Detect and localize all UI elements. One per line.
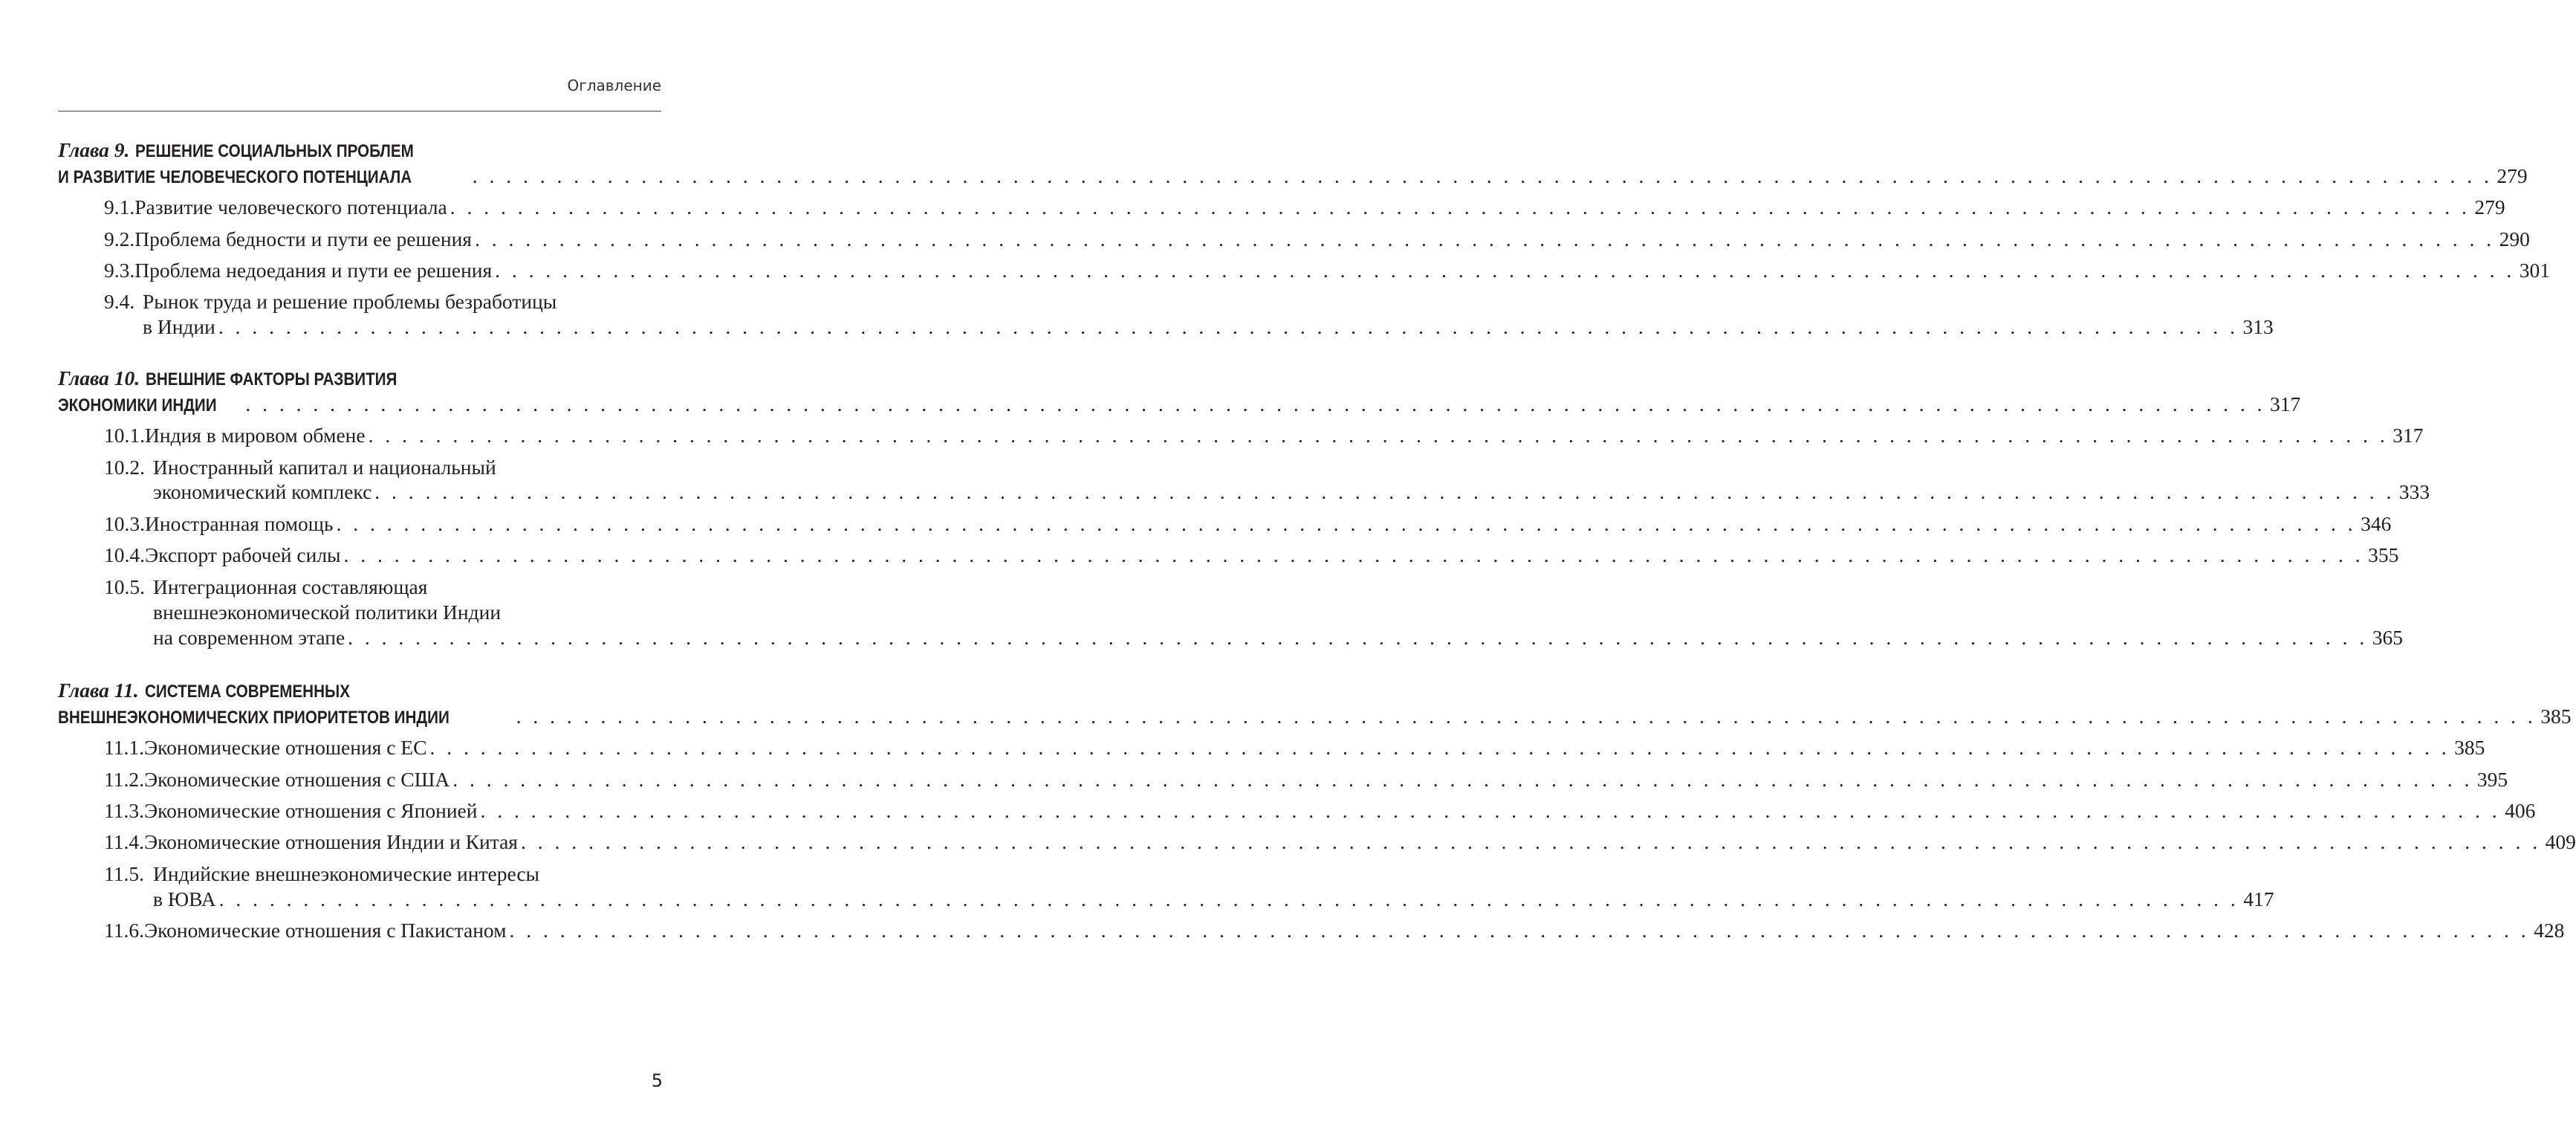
toc-entry[interactable] <box>58 736 2485 763</box>
section-title: Рынок труда и решение проблемы безработицы <box>143 290 557 314</box>
toc-entry[interactable] <box>58 887 2274 914</box>
section-number: 11.4. <box>104 830 144 854</box>
section-title: Иностранный капитал и национальный <box>153 455 496 479</box>
toc-entry[interactable] <box>58 424 2424 450</box>
dot-leader: . . . . . . . . . . . . . . . . . . . . . . . . . . . . . . . . . . . . . . . . . . . . . . . . . . . . . . . . . . . . . . . . . . . . . . . . . . . . . . . . . . . . . . . . . . . . . . . . . . . . . . . . . . . . . . . . . . . . . . . . <box>450 195 2470 219</box>
section-title: Индийские внешнеэкономические интересы <box>153 861 540 885</box>
running-header: Оглавление <box>567 77 661 94</box>
chapter-label: Глава 9. <box>58 138 130 161</box>
chapter-heading[interactable] <box>58 366 662 393</box>
toc-entry[interactable] <box>58 919 2565 945</box>
page-ref: 279 <box>2496 164 2528 187</box>
chapter-title: СИСТЕМА СОВРЕМЕННЫХ <box>144 682 350 702</box>
toc-entry[interactable] <box>58 798 2536 826</box>
dot-leader: . . . . . . . . . . . . . . . . . . . . . . . . . . . . . . . . . . . . . . . . . . . . . . . . . . . . . . . . . . . . . . . . . . . . . . . . . . . . . . . . . . . . . . . . . . . . . . . . . . . . . . . . . . . . . . . . . . . . . . . . <box>429 736 2450 760</box>
section-number: 10.2. <box>104 455 145 479</box>
section-number: 11.3. <box>104 798 144 822</box>
chapter-heading[interactable] <box>58 392 2301 419</box>
toc-entry[interactable] <box>58 862 662 889</box>
page-ref: 409 <box>2545 830 2576 854</box>
section-number: 11.5. <box>104 861 144 885</box>
toc-entry[interactable] <box>58 290 662 317</box>
toc-entry[interactable] <box>58 195 2505 222</box>
section-title: внешнеэкономической политики Индии <box>153 600 502 624</box>
page-ref: 385 <box>2454 736 2485 760</box>
page-ref: 417 <box>2243 887 2274 910</box>
page-ref: 317 <box>2270 392 2301 415</box>
chapter-title: РЕШЕНИЕ СОЦИАЛЬНЫХ ПРОБЛЕМ <box>135 141 415 161</box>
dot-leader: . . . . . . . . . . . . . . . . . . . . . . . . . . . . . . . . . . . . . . . . . . . . . . . . . . . . . . . . . . . . . . . . . . . . . . . . . . . . . . . . . . . . . . . . . . . . . . . . . . . . . . . . . . . . . . . . . . . . . . . . <box>480 798 2501 822</box>
dot-leader: . . . . . . . . . . . . . . . . . . . . . . . . . . . . . . . . . . . . . . . . . . . . . . . . . . . . . . . . . . . . . . . . . . . . . . . . . . . . . . . . . . . . . . . . . . . . . . . . . . . . . . . . . . . . . . . . . . . . . . . . <box>343 543 2364 567</box>
section-title: в Индии <box>143 315 215 339</box>
chapter-title: ВНЕШНЕЭКОНОМИЧЕСКИХ ПРИОРИТЕТОВ ИНДИИ <box>58 707 450 728</box>
section-number: 11.1. <box>104 736 144 760</box>
toc-entry[interactable] <box>58 480 2430 507</box>
page-ref: 365 <box>2372 625 2404 649</box>
section-number: 11.2. <box>104 767 144 791</box>
section-title: Экономические отношения Индии и Китая <box>143 830 518 854</box>
section-title: экономический комплекс <box>153 480 372 504</box>
section-number: 10.4. <box>104 543 145 567</box>
dot-leader: . . . . . . . . . . . . . . . . . . . . . . . . . . . . . . . . . . . . . . . . . . . . . . . . . . . . . . . . . . . . . . . . . . . . . . . . . . . . . . . . . . . . . . . . . . . . . . . . . . . . . . . . . . . . . . . . . . . . . . . . <box>348 625 2368 649</box>
chapter-heading[interactable] <box>58 704 2572 731</box>
page-ref: 313 <box>2242 315 2274 339</box>
toc-entry[interactable] <box>58 767 2508 795</box>
page-ref: 428 <box>2534 919 2565 942</box>
dot-leader: . . . . . . . . . . . . . . . . . . . . . . . . . . . . . . . . . . . . . . . . . . . . . . . . . . . . . . . . . . . . . . . . . . . . . . . . . . . . . . . . . . . . . . . . . . . . . . . . . . . . . . . . . . . . . . . . . . . . . . . . <box>520 830 2541 854</box>
chapter-title: ЭКОНОМИКИ ИНДИИ <box>58 395 217 415</box>
section-title: Экономические отношения с США <box>143 767 450 791</box>
page-ref: 279 <box>2474 195 2505 219</box>
page-ref: 290 <box>2499 227 2530 250</box>
page-number: 5 <box>651 1070 663 1091</box>
section-number: 9.4. <box>104 290 135 314</box>
section-number: 10.1. <box>104 424 145 447</box>
page-ref: 355 <box>2368 543 2399 567</box>
section-title: Экономические отношения с Пакистаном <box>143 919 507 942</box>
dot-leader: . . . . . . . . . . . . . . . . . . . . . . . . . . . . . . . . . . . . . . . . . . . . . . . . . . . . . . . . . . . . . . . . . . . . . . . . . . . . . . . . . . . . . . . . . . . . . . . . . . . . . . . . . . . . . . . . . . . . . . . . <box>218 315 2239 339</box>
dot-leader: . . . . . . . . . . . . . . . . . . . . . . . . . . . . . . . . . . . . . . . . . . . . . . . . . . . . . . . . . . . . . . . . . . . . . . . . . . . . . . . . . . . . . . . . . . . . . . . . . . . . . . . . . . . . . . . . . . . . . . . . <box>516 704 2537 728</box>
dot-leader: . . . . . . . . . . . . . . . . . . . . . . . . . . . . . . . . . . . . . . . . . . . . . . . . . . . . . . . . . . . . . . . . . . . . . . . . . . . . . . . . . . . . . . . . . . . . . . . . . . . . . . . . . . . . . . . . . . . . . . . . <box>218 887 2239 910</box>
section-title: Экспорт рабочей силы <box>145 543 341 567</box>
section-number: 9.3. <box>104 258 135 282</box>
toc-entry[interactable] <box>58 575 662 602</box>
dot-leader: . . . . . . . . . . . . . . . . . . . . . . . . . . . . . . . . . . . . . . . . . . . . . . . . . . . . . . . . . . . . . . . . . . . . . . . . . . . . . . . . . . . . . . . . . . . . . . . . . . . . . . . . . . . . . . . . . . . . . . . . <box>495 258 2515 282</box>
toc-entry[interactable] <box>58 511 2392 539</box>
section-title: в ЮВА <box>153 887 216 910</box>
dot-leader: . . . . . . . . . . . . . . . . . . . . . . . . . . . . . . . . . . . . . . . . . . . . . . . . . . . . . . . . . . . . . . . . . . . . . . . . . . . . . . . . . . . . . . . . . . . . . . . . . . . . . . . . . . . . . . . . . . . . . . . . <box>452 767 2473 791</box>
page-ref: 317 <box>2392 424 2424 447</box>
dot-leader: . . . . . . . . . . . . . . . . . . . . . . . . . . . . . . . . . . . . . . . . . . . . . . . . . . . . . . . . . . . . . . . . . . . . . . . . . . . . . . . . . . . . . . . . . . . . . . . . . . . . . . . . . . . . . . . . . . . . . . . . <box>336 511 2357 535</box>
toc-entry[interactable] <box>58 830 2576 857</box>
section-title: Развитие человеческого потенциала <box>134 195 447 219</box>
toc-entry[interactable] <box>58 601 662 627</box>
page-ref: 385 <box>2540 704 2572 728</box>
section-title: Проблема бедности и пути ее решения <box>134 227 472 250</box>
page-ref: 395 <box>2476 767 2508 791</box>
dot-leader: . . . . . . . . . . . . . . . . . . . . . . . . . . . . . . . . . . . . . . . . . . . . . . . . . . . . . . . . . . . . . . . . . . . . . . . . . . . . . . . . . . . . . . . . . . . . . . . . . . . . . . . . . . . . . . . . . . . . . . . . <box>509 919 2530 942</box>
toc-entry[interactable] <box>58 315 2274 342</box>
chapter-heading[interactable] <box>58 164 2528 191</box>
chapter-heading[interactable] <box>58 138 662 165</box>
section-number: 10.3. <box>104 511 145 535</box>
section-title: на современном этапе <box>153 625 345 649</box>
dot-leader: . . . . . . . . . . . . . . . . . . . . . . . . . . . . . . . . . . . . . . . . . . . . . . . . . . . . . . . . . . . . . . . . . . . . . . . . . . . . . . . . . . . . . . . . . . . . . . . . . . . . . . . . . . . . . . . . . . . . . . . . <box>474 227 2495 250</box>
section-title: Иностранная помощь <box>145 511 334 535</box>
section-number: 11.6. <box>104 919 144 942</box>
page-ref: 301 <box>2519 258 2551 282</box>
dot-leader: . . . . . . . . . . . . . . . . . . . . . . . . . . . . . . . . . . . . . . . . . . . . . . . . . . . . . . . . . . . . . . . . . . . . . . . . . . . . . . . . . . . . . . . . . . . . . . . . . . . . . . . . . . . . . . . . . . . . . . . . <box>472 164 2493 187</box>
page-ref: 406 <box>2505 798 2536 822</box>
chapter-label: Глава 11. <box>58 679 139 702</box>
section-number: 9.1. <box>104 195 135 219</box>
dot-leader: . . . . . . . . . . . . . . . . . . . . . . . . . . . . . . . . . . . . . . . . . . . . . . . . . . . . . . . . . . . . . . . . . . . . . . . . . . . . . . . . . . . . . . . . . . . . . . . . . . . . . . . . . . . . . . . . . . . . . . . . <box>368 424 2389 447</box>
page-ref: 333 <box>2398 480 2430 504</box>
chapter-label: Глава 10. <box>58 366 140 389</box>
toc-entry[interactable] <box>58 625 2404 653</box>
section-title: Проблема недоедания и пути ее решения <box>134 258 493 282</box>
section-title: Экономические отношения с ЕС <box>143 736 427 760</box>
dot-leader: . . . . . . . . . . . . . . . . . . . . . . . . . . . . . . . . . . . . . . . . . . . . . . . . . . . . . . . . . . . . . . . . . . . . . . . . . . . . . . . . . . . . . . . . . . . . . . . . . . . . . . . . . . . . . . . . . . . . . . . . <box>374 480 2395 504</box>
chapter-title: И РАЗВИТИЕ ЧЕЛОВЕЧЕСКОГО ПОТЕНЦИАЛА <box>58 166 412 187</box>
toc-entry[interactable] <box>58 258 2551 285</box>
dot-leader: . . . . . . . . . . . . . . . . . . . . . . . . . . . . . . . . . . . . . . . . . . . . . . . . . . . . . . . . . . . . . . . . . . . . . . . . . . . . . . . . . . . . . . . . . . . . . . . . . . . . . . . . . . . . . . . . . . . . . . . . <box>245 392 2266 415</box>
toc-entry[interactable] <box>58 543 2399 570</box>
page-ref: 346 <box>2361 511 2392 535</box>
section-title: Индия в мировом обмене <box>145 424 366 447</box>
section-number: 10.5. <box>104 575 145 598</box>
toc-entry[interactable] <box>58 227 2530 254</box>
chapter-heading[interactable] <box>58 679 662 705</box>
section-title: Интеграционная составляющая <box>153 575 428 598</box>
section-title: Экономические отношения с Японией <box>143 798 478 822</box>
chapter-title: ВНЕШНИЕ ФАКТОРЫ РАЗВИТИЯ <box>146 369 398 389</box>
toc-entry[interactable] <box>58 456 662 482</box>
section-number: 9.2. <box>104 227 135 250</box>
